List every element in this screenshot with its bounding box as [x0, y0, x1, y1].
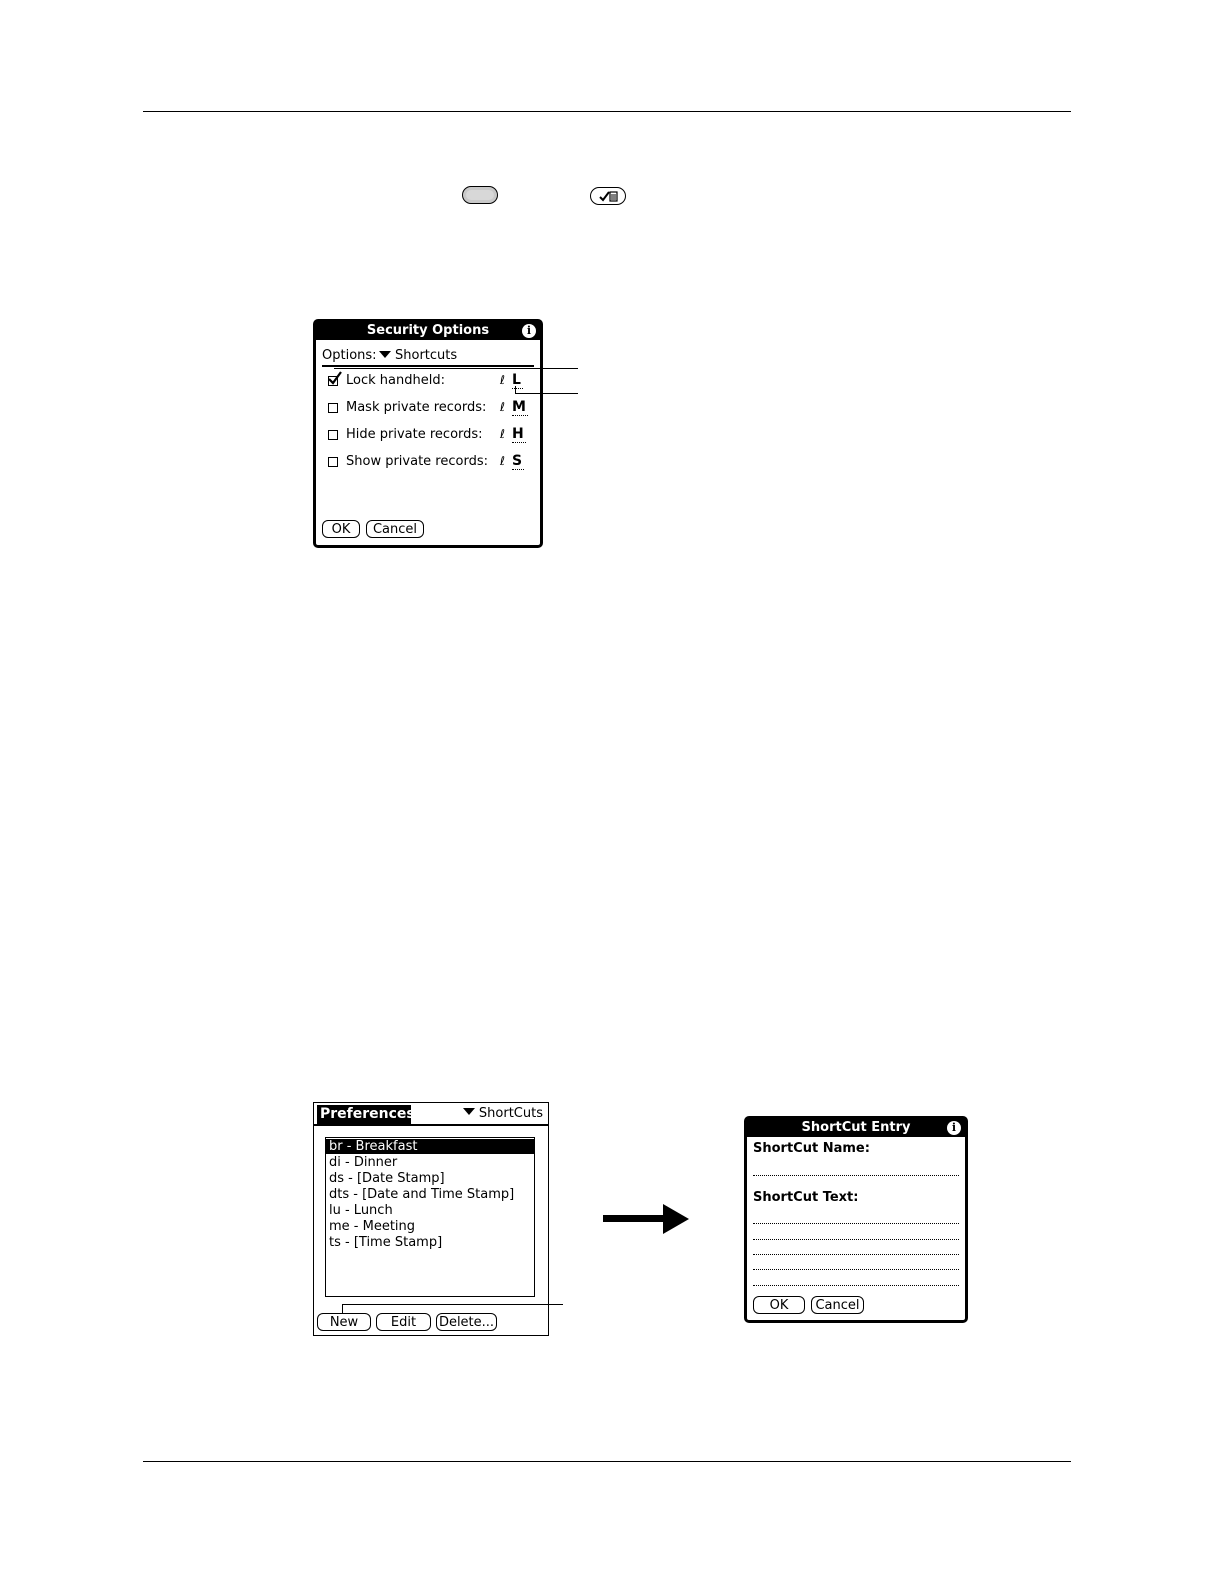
command-stroke-icon — [590, 187, 626, 205]
arrow-right-icon — [603, 1215, 665, 1222]
info-icon[interactable]: i — [522, 324, 536, 338]
picker-value: ShortCuts — [478, 1106, 543, 1121]
list-item[interactable]: br - Breakfast — [326, 1139, 534, 1154]
options-picker[interactable]: Shortcuts — [395, 348, 458, 363]
header-rule — [143, 111, 1071, 112]
callout-line — [342, 1304, 343, 1313]
cancel-button[interactable]: Cancel — [366, 520, 424, 538]
graffiti-stroke-icon: ℓ — [500, 454, 505, 468]
graffiti-stroke-icon: ℓ — [500, 427, 505, 441]
shortcut-letter: H — [512, 426, 524, 442]
triangle-down-icon — [463, 1108, 475, 1115]
shortcut-entry-dialog — [744, 1116, 968, 1323]
shortcut-text-field-line[interactable] — [753, 1254, 959, 1255]
list-item[interactable]: me - Meeting — [329, 1219, 416, 1234]
callout-line — [334, 368, 578, 369]
preferences-title-tab: Preferences — [317, 1105, 411, 1124]
list-item[interactable]: ds - [Date Stamp] — [329, 1171, 445, 1186]
callout-line — [342, 1304, 563, 1305]
ok-button[interactable]: OK — [753, 1296, 805, 1314]
list-item[interactable]: ts - [Time Stamp] — [329, 1235, 443, 1250]
row-label: Hide private records: — [346, 427, 483, 442]
row-label: Lock handheld: — [346, 373, 445, 388]
security-options-dialog — [313, 319, 543, 548]
list-item[interactable]: dts - [Date and Time Stamp] — [329, 1187, 515, 1202]
footer-rule — [143, 1461, 1071, 1462]
list-item[interactable]: di - Dinner — [329, 1155, 398, 1170]
graffiti-stroke-icon: ℓ — [500, 373, 505, 387]
shortcut-text-field-line[interactable] — [753, 1285, 959, 1286]
arrow-head — [663, 1204, 689, 1234]
shortcut-list[interactable] — [325, 1137, 535, 1297]
shortcut-text-field-line[interactable] — [753, 1239, 959, 1240]
row-mask[interactable] — [326, 400, 536, 418]
ok-button[interactable]: OK — [322, 520, 360, 538]
delete-button[interactable]: Delete... — [436, 1313, 497, 1331]
divider — [322, 365, 534, 367]
shortcut-text-field-line[interactable] — [753, 1269, 959, 1270]
new-button[interactable]: New — [317, 1313, 371, 1331]
shortcut-letter: S — [512, 453, 523, 469]
graffiti-stroke-icon: ℓ — [500, 400, 505, 414]
options-label: Options: — [322, 348, 377, 363]
shortcut-name-label: ShortCut Name: — [753, 1141, 870, 1156]
triangle-down-icon — [379, 351, 391, 358]
row-label: Mask private records: — [346, 400, 487, 415]
checkbox[interactable] — [328, 403, 338, 413]
preferences-screen — [313, 1102, 549, 1336]
dialog-title: Security Options — [316, 322, 540, 340]
shortcut-letter: L — [512, 372, 521, 388]
shortcut-text-label: ShortCut Text: — [753, 1190, 859, 1205]
row-lock[interactable] — [326, 373, 536, 391]
shortcut-name-field[interactable] — [753, 1175, 959, 1176]
row-show[interactable] — [326, 454, 536, 472]
edit-button[interactable]: Edit — [376, 1313, 431, 1331]
scroll-button-icon — [462, 186, 498, 204]
callout-line — [515, 393, 578, 394]
checkbox[interactable] — [328, 430, 338, 440]
list-item[interactable]: lu - Lunch — [329, 1203, 393, 1218]
panel-picker[interactable] — [463, 1106, 543, 1121]
checkmark-icon — [328, 371, 342, 385]
shortcut-letter: M — [512, 399, 526, 415]
row-label: Show private records: — [346, 454, 488, 469]
title-underline — [314, 1124, 548, 1126]
dialog-title: ShortCut Entry — [747, 1119, 965, 1137]
info-icon[interactable]: i — [947, 1121, 961, 1135]
cancel-button[interactable]: Cancel — [811, 1296, 864, 1314]
checkbox[interactable] — [328, 457, 338, 467]
shortcut-text-field-line[interactable] — [753, 1223, 959, 1224]
row-hide[interactable] — [326, 427, 536, 445]
